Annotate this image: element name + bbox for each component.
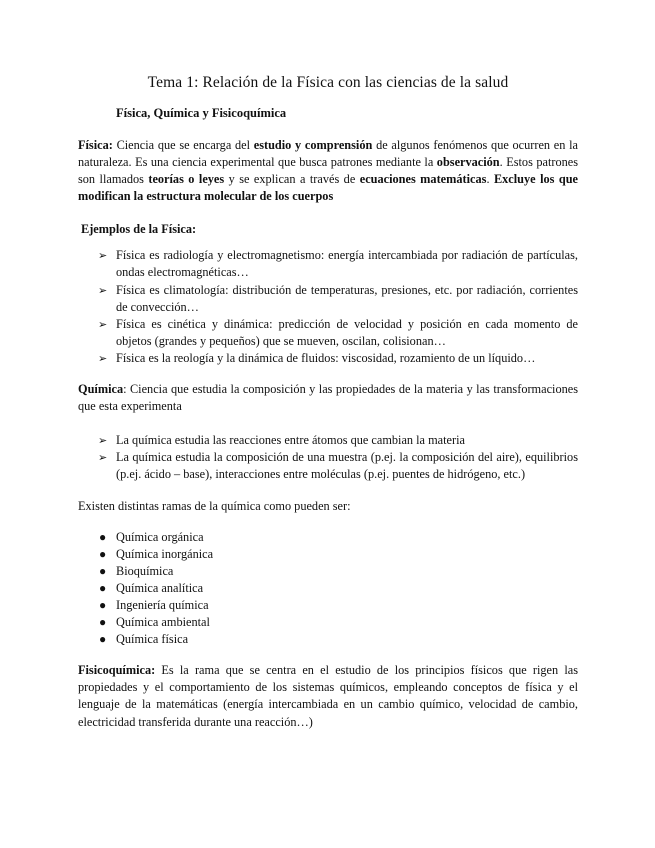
quimica-text: : Ciencia que estudia la composición y las propiedades de la materia y las transformaciones que esta experimenta (78, 382, 578, 414)
examples-heading: Ejemplos de la Física: (81, 222, 197, 237)
list-item (78, 546, 578, 563)
dot-bullet-icon: ● (99, 632, 107, 647)
dot-bullet-icon: ● (99, 580, 107, 595)
dot-bullet-icon: ● (99, 529, 107, 544)
list-item-text: La química estudia la composición de una muestra (p.ej. la composición del aire), equilibrios (p.ej. ácido – base), interacciones entre moléculas (p.ej. puentes de hidrógeno, etc.) (116, 450, 578, 482)
arrow-bullet-icon: ➢ (98, 249, 108, 263)
fisica-term: Física: (78, 138, 113, 152)
quimica-examples-list (78, 432, 578, 483)
dot-bullet-icon: ● (99, 615, 107, 630)
list-item-text: La química estudia las reacciones entre átomos que cambian la materia (116, 433, 465, 448)
fisicoquimica-definition (78, 662, 578, 730)
list-item (78, 597, 578, 614)
section-subtitle: Física, Química y Fisicoquímica (116, 106, 287, 120)
list-item-text: Física es climatología: distribución de temperaturas, presiones, etc. por radiación, corrientes de convección… (116, 282, 578, 314)
list-item (78, 563, 578, 580)
list-item-text: Química orgánica (116, 529, 204, 544)
dot-bullet-icon: ● (99, 597, 107, 612)
arrow-bullet-icon: ➢ (98, 434, 108, 448)
arrow-bullet-icon: ➢ (98, 317, 108, 331)
ramas-intro: Existen distintas ramas de la química como pueden ser: (78, 498, 351, 513)
fisicoquimica-text: Es la rama que se centra en el estudio de los principios físicos que rigen las propiedades y el comportamiento de los sistemas químicos, empleando conceptos de física y el lenguaje de la matemáticas (energía intercambiada en un cambio químico, velocidad de cambio, electricidad transferida durante una reacción…) (78, 663, 578, 729)
fisica-bold-5: Excluye los que modifican la estructura molecular de los cuerpos (78, 172, 578, 204)
arrow-bullet-icon: ➢ (98, 451, 108, 465)
list-item-text: Química inorgánica (116, 546, 214, 561)
fisica-text-1: Ciencia que se encarga del (112, 138, 254, 152)
fisicoquimica-term: Fisicoquímica: (78, 663, 156, 678)
fisica-text-3: . Estos patrones son llamados (78, 155, 578, 187)
fisica-bold-1: estudio y comprensión (253, 138, 373, 152)
fisica-bold-4: ecuaciones matemáticas (359, 172, 487, 187)
page-title: Tema 1: Relación de la Física con las ciencias de la salud (147, 74, 509, 91)
list-item-text: Química física (116, 632, 189, 647)
arrow-bullet-icon: ➢ (98, 283, 108, 297)
list-item (78, 247, 578, 281)
fisica-bold-3: teorías o leyes (148, 172, 225, 187)
list-item (78, 631, 578, 648)
list-item-text: Física es cinética y dinámica: predicción de velocidad y posición en cada momento de objetos (grandes y pequeños) que se mueven, oscilan, colisionan… (116, 316, 578, 348)
list-item-text: Física es radiología y electromagnetismo: energía intercambiada por radiación de partículas, ondas electromagnéticas… (116, 248, 578, 280)
list-item (78, 529, 578, 546)
list-item-text: Bioquímica (116, 563, 174, 578)
list-item (78, 614, 578, 631)
ramas-list (78, 529, 578, 649)
dot-bullet-icon: ● (99, 563, 107, 578)
list-item (78, 580, 578, 597)
list-item-text: Química analítica (116, 580, 204, 595)
fisica-text-2: de algunos fenómenos que ocurren en la naturaleza. Es una ciencia experimental que busca patrones mediante la (78, 138, 578, 170)
list-item-text: Física es la reología y la dinámica de fluidos: viscosidad, rozamiento de un líquido… (116, 350, 536, 365)
fisica-examples-list (78, 247, 578, 367)
document-page (78, 74, 578, 731)
quimica-definition (78, 381, 578, 415)
dot-bullet-icon: ● (99, 546, 107, 561)
fisica-bold-2: observación (436, 155, 500, 170)
list-item (78, 449, 578, 483)
list-item (78, 432, 578, 449)
list-item (78, 316, 578, 350)
list-item (78, 282, 578, 316)
list-item-text: Ingeniería química (116, 597, 209, 612)
fisica-definition (78, 137, 578, 205)
quimica-term: Química (78, 382, 124, 397)
arrow-bullet-icon: ➢ (98, 351, 108, 365)
fisica-text-4: y se explican a través de (224, 172, 360, 187)
list-item-text: Química ambiental (116, 615, 210, 630)
list-item (78, 350, 578, 367)
fisica-text-5: . (486, 172, 494, 187)
